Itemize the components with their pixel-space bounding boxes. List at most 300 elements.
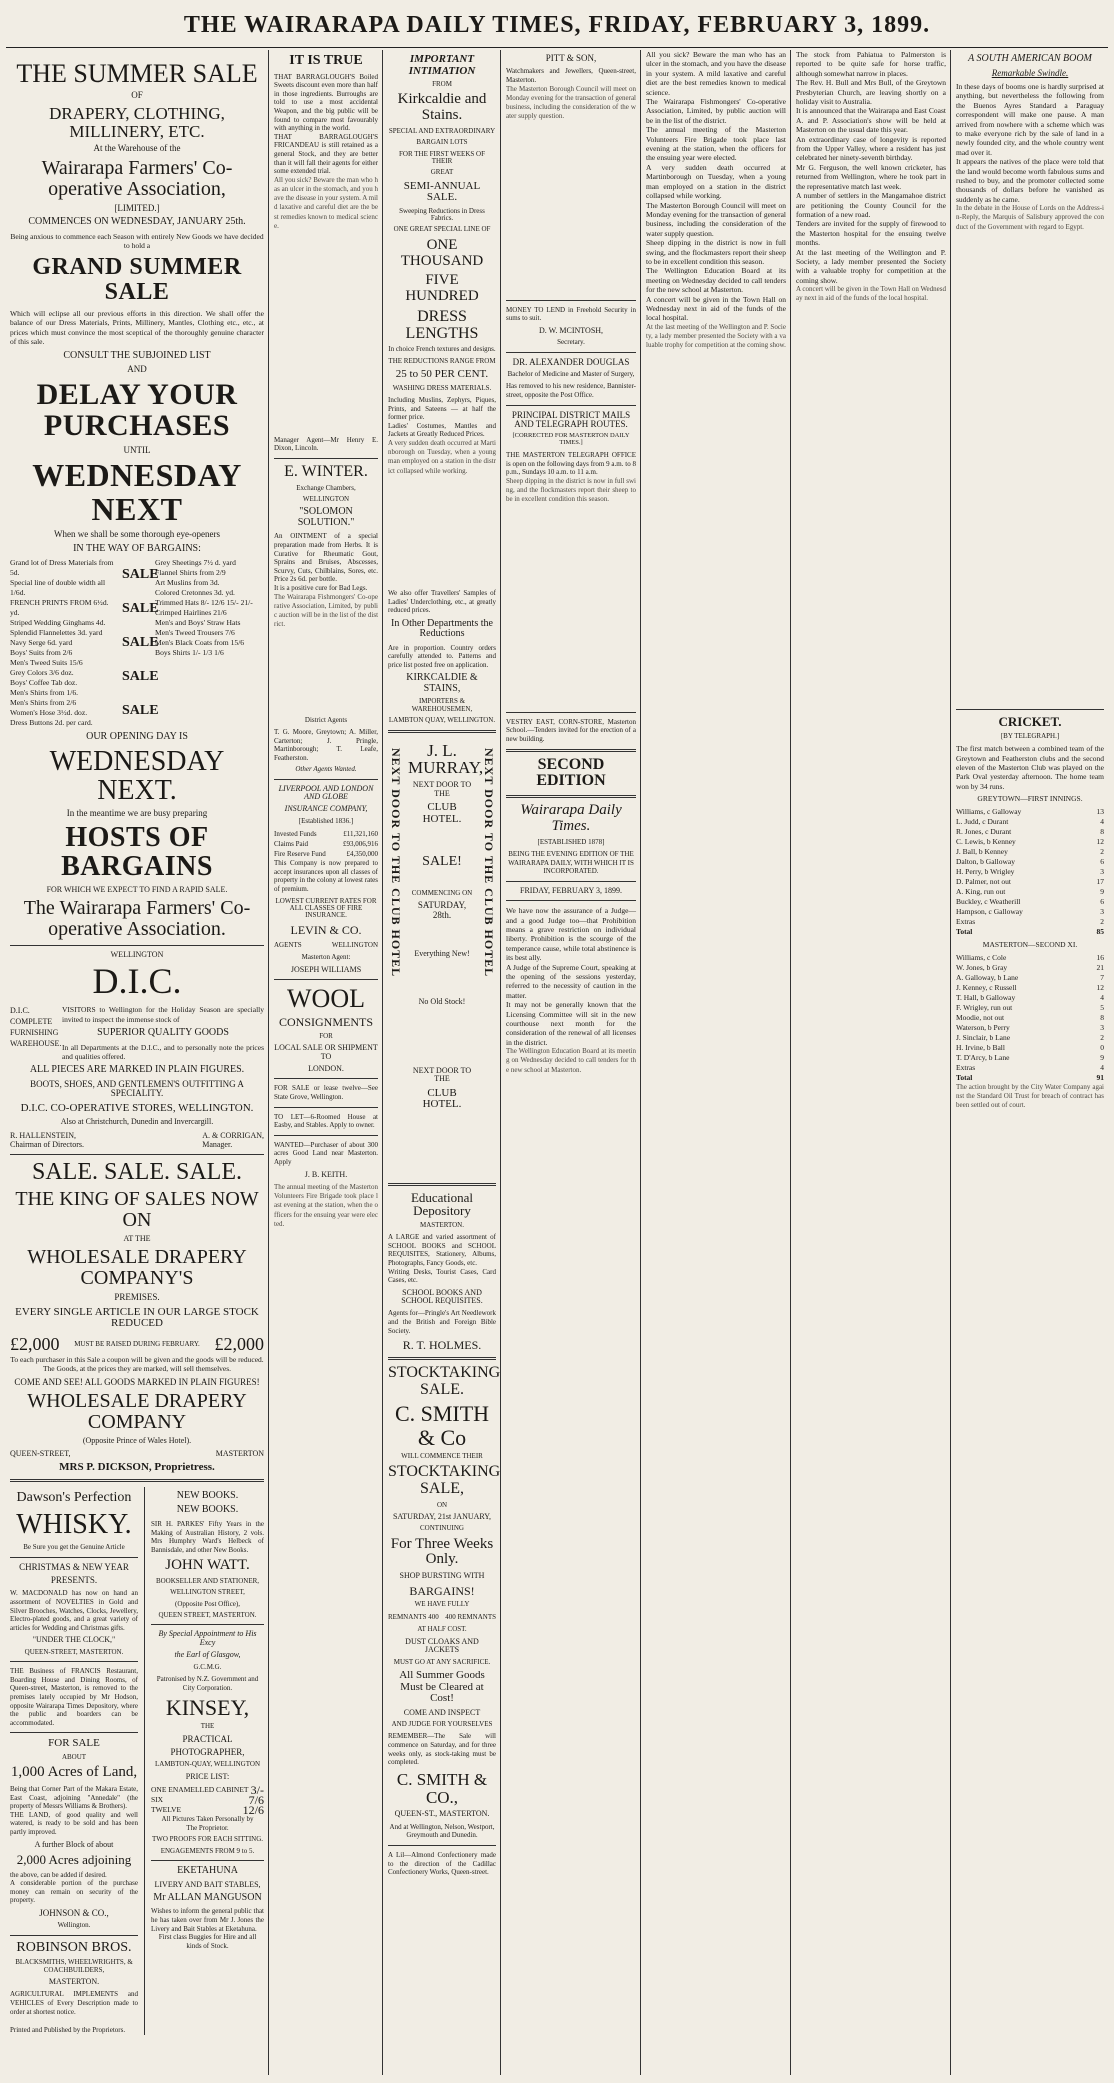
scorecard-row	[956, 827, 1104, 837]
ad-text: Other Agents Wanted.	[295, 765, 357, 774]
scorecard-row	[956, 973, 1104, 983]
ad-separator	[274, 779, 378, 780]
ad-heading: 1,000 Acres of Land,	[10, 1764, 138, 1781]
ad-text: T. G. Moore, Greytown; A. Miller, Carterton; J. Pringle, Martinborough; T. Leafe, Featherston.	[274, 727, 378, 762]
ad-text: AGENTS	[274, 941, 302, 950]
ad-text: OUR OPENING DAY IS	[86, 731, 188, 743]
ad-heading: CLUB HOTEL.	[422, 800, 462, 825]
ad-separator	[388, 730, 496, 733]
ad-text: Also at Christchurch, Dunedin and Invercargill.	[60, 1117, 214, 1127]
column-1	[6, 50, 268, 2075]
body-text-block: The Wellington Education Board at its meeting on Wednesday decided to call tenders for the new school at Masterton.	[506, 1047, 636, 1074]
ad-heading: DRAPERY, CLOTHING, MILLINERY, ETC.	[49, 103, 225, 141]
ad-text: SATURDAY, 28th.	[417, 900, 467, 920]
ad-separator	[274, 1107, 378, 1108]
batsman: Williams, c Cole	[956, 952, 1007, 962]
column-divider	[500, 50, 501, 2075]
ad-text: A considerable portion of the purchase money can remain on security of the property.	[10, 1879, 138, 1905]
ad-text: (Opposite Prince of Wales Hotel).	[82, 1435, 192, 1445]
ad-heading: LIVERPOOL AND LONDON AND GLOBE	[278, 783, 374, 802]
news-paragraph: Mr G. Ferguson, the well known cricketer, has returned from Wellington, where he took part in the representative match last week.	[796, 162, 946, 191]
bargain-item: Boys Shirts 1/- 1/3 1/6	[155, 648, 224, 658]
news-paragraph: The Wellington Education Board at its meeting on Wednesday decided to call tenders for the new school at Masterton.	[646, 266, 786, 295]
bargain-item: Art Muslins from 3d.	[155, 578, 220, 588]
column-3	[384, 50, 500, 2075]
section-heading: SECOND EDITION	[536, 755, 606, 790]
bargain-list-left	[10, 558, 119, 728]
ad-text: MASTERTON.	[48, 1977, 100, 1987]
news-paragraph: At the last meeting of the Wellington and P. Society, a lady member presented the Society with a valuable trophy for competition at the coming show.	[796, 247, 946, 285]
bargain-item: Men's Tweed Trousers 7/6	[155, 628, 235, 638]
dic-body	[10, 1005, 264, 1061]
batsman: A. Galloway, b Lane	[956, 972, 1019, 982]
scorecard	[956, 807, 1104, 927]
ad-heading: FOR SALE	[48, 1737, 100, 1750]
bargain-item: Men's Shirts from 2/6	[10, 698, 77, 708]
ad-separator	[10, 1479, 264, 1482]
ad-text: DUST CLOAKS AND JACKETS	[405, 1636, 479, 1655]
ad-heading: All Summer Goods Must be Cleared at Cost!	[399, 1668, 485, 1705]
runs: 13	[1096, 807, 1104, 817]
runs: 9	[1100, 1052, 1104, 1062]
lower-ads-right	[151, 1487, 264, 2035]
ad-text: TO LET—6-Roomed House at Easby, and Stables. Apply to owner.	[274, 1112, 378, 1130]
sale-badges	[122, 558, 159, 728]
article-subheading: Remarkable Swindle.	[991, 67, 1069, 78]
news-paragraph: Sheep dipping in the district is now in full swing, and the flockmasters report their sheep to be in excellent condition this season.	[646, 238, 786, 266]
scorecard-row	[956, 887, 1104, 897]
column-divider	[790, 50, 791, 2075]
scorecard-row	[956, 917, 1104, 927]
ad-text: THE LAND, of good quality and well watered, is ready to be sold and has been partly improved.	[10, 1810, 138, 1836]
scorecard-row	[956, 857, 1104, 867]
body-text-block: The action brought by the City Water Company against the Standard Oil Trust for breach of contract has been settled out of court.	[956, 1082, 1104, 1110]
ad-separator	[10, 945, 264, 946]
batsman: J. Ball, b Kenney	[956, 847, 1008, 857]
ad-text: District Agents	[304, 715, 348, 724]
ad-text: A Lil—Almond Confectionery made to the direction of the Cadillac Confectionery Works, Queen-street.	[388, 1850, 496, 1877]
ad-text: W. MACDONALD has now on hand an assortment of NOVELTIES in Gold and Silver Brooches, Watches, Clocks, Jewellery, Electro-plated goods, and a great variety of articles for Wedding and Christmas gifts.	[10, 1589, 138, 1632]
ad-heading: R. T. HOLMES.	[402, 1338, 482, 1353]
ad-text: GREAT	[430, 168, 454, 177]
ad-text: FURNISHING	[10, 1028, 59, 1038]
bargain-item: Crimped Hairlines 21/6	[155, 608, 227, 618]
scorecard-row	[956, 993, 1104, 1003]
batsman: F. Wrigley, run out	[956, 1002, 1013, 1012]
ad-heading: KINSEY,	[165, 1695, 250, 1721]
ad-text: ON	[436, 1500, 448, 1509]
sale-badge: SALE	[122, 635, 159, 651]
batsman: A. King, run out	[956, 887, 1006, 897]
body-text-block: The Wairarapa Fishmongers' Co-operative Association, Limited, by public auction will be in the list of the district.	[274, 592, 378, 629]
paper-nameplate: Wairarapa Daily Times.	[520, 802, 622, 834]
ad-text: Being that Corner Part of the Makara Estate, East Coast, adjoining "Annedale" (the property of Messrs Williams & Brothers).	[10, 1784, 138, 1811]
ad-text: "UNDER THE CLOCK,"	[32, 1635, 116, 1645]
ad-heading: In Other Departments the Reductions	[391, 617, 493, 640]
scorecard-row	[956, 1053, 1104, 1063]
ad-heading: ROBINSON BROS.	[16, 1939, 132, 1955]
ad-heading: C. SMITH & Co	[394, 1401, 490, 1450]
ad-heading: KIRKCALDIE & STAINS,	[406, 672, 478, 694]
ad-separator	[506, 405, 636, 406]
ad-text: D. W. MCINTOSH,	[538, 325, 604, 335]
bargain-item: Men's Shirts from 1/6.	[10, 688, 79, 698]
ad-heading: Kirkcaldie and Stains.	[397, 91, 487, 124]
ad-text: BOOKSELLER AND STATIONER,	[155, 1577, 260, 1586]
total-label: Total	[956, 927, 973, 937]
ad-text: Watchmakers and Jewellers, Queen-street, Masterton.	[506, 67, 636, 85]
runs: 8	[1100, 827, 1104, 837]
editorial-text: It may not be generally known that the Licensing Committee will sit in the new courthouse next month for the consideration of the renewal of all licenses in the district.	[506, 1000, 636, 1047]
bargain-item: Flannel Shirts from 2/9	[155, 568, 226, 578]
ad-text: BLACKSMITHS, WHEELWRIGHTS, & COACHBUILDERS,	[15, 1958, 133, 1974]
bargain-item: Men's Black Coats from 15/6	[155, 638, 245, 648]
bargain-item: Grey Colors 3/6 doz.	[10, 668, 74, 678]
sale-badge: SALE	[122, 703, 159, 719]
ad-text: CONSULT THE SUBJOINED LIST	[63, 349, 211, 361]
runs: 4	[1100, 1062, 1104, 1072]
price-label: SIX	[151, 1795, 164, 1805]
ins-label: Fire Reserve Fund	[274, 850, 326, 859]
ad-separator	[956, 709, 1104, 710]
batsman: Buckley, c Weatherill	[956, 897, 1021, 907]
ad-heading: WHISKY.	[16, 1508, 132, 1540]
ad-heading: Mr ALLAN MANGUSON	[153, 1891, 262, 1903]
dic-signatures	[10, 1131, 264, 1149]
ad-text: (Opposite Post Office),	[175, 1599, 240, 1608]
total-value: 85	[1096, 927, 1104, 937]
bargain-item: Dress Buttons 2d. per card.	[10, 718, 93, 728]
ad-text: WE HAVE FULLY	[414, 1600, 470, 1609]
column-divider	[950, 50, 951, 2075]
ad-text: In choice French textures and designs.	[388, 345, 496, 354]
ad-separator	[10, 1661, 138, 1662]
article-heading: CRICKET.	[998, 714, 1062, 730]
price-value: 12/6	[242, 1803, 264, 1818]
bargain-item: Men's Tweed Suits 15/6	[10, 658, 83, 668]
ad-separator	[274, 1135, 378, 1136]
runs: 8	[1100, 1012, 1104, 1022]
ad-text: the above, can be added if desired.	[10, 1870, 107, 1879]
runs: 6	[1100, 897, 1104, 907]
news-paragraph: A number of settlers in the Mangamahoe district are petitioning the County Council for the formation of a new road.	[796, 191, 946, 219]
ad-separator	[388, 1183, 496, 1186]
ad-text: VESTRY EAST, CORN-STORE, Masterton School.—Tenders invited for the erection of a new building.	[506, 717, 636, 743]
ad-heading: DRESS LENGTHS	[405, 307, 479, 342]
news-paragraph: Tenders are invited for the supply of firewood to the Masterton hospital for the ensuing twelve months.	[796, 219, 946, 248]
ad-heading: NEW BOOKS.	[176, 1504, 239, 1516]
news-paragraph: The stock from Pahiatua to Palmerston is reported to be quite safe for horse traffic, although somewhat narrow in places.	[796, 50, 946, 78]
ad-text: [BY TELEGRAPH.]	[1000, 731, 1060, 740]
ad-text: No Old Stock!	[418, 997, 466, 1007]
column-divider	[640, 50, 641, 2075]
ad-heading: IT IS TRUE	[289, 53, 363, 68]
bargain-item: Men's and Boys' Straw Hats	[155, 618, 241, 628]
ad-text: THAT BARRAGLOUGH'S Boiled Sweets discount even more than half in those ingredients. Burroughs are told to use a most accidental Weapon, and the big public will be found to compare most favourably with anything in the world.	[274, 72, 378, 133]
ad-text: SHOP BURSTING WITH	[399, 1571, 485, 1581]
runs: 3	[1100, 907, 1104, 917]
ad-text: ENGAGEMENTS FROM 9 to 5.	[160, 1846, 255, 1855]
runs: 9	[1100, 887, 1104, 897]
ad-text: The Proprietor.	[186, 1823, 229, 1832]
runs: 2	[1100, 1032, 1104, 1042]
ad-text: Everything New!	[414, 948, 470, 958]
lower-ads-left	[10, 1487, 138, 2035]
ad-text: SCHOOL BOOKS AND SCHOOL REQUISITES.	[401, 1287, 483, 1306]
ad-heading: WOOL	[287, 983, 365, 1013]
publisher-note: Printed and Published by the Proprietors.	[10, 2026, 126, 2035]
amount: £2,000	[10, 1333, 60, 1354]
ad-text: WELLINGTON	[302, 495, 350, 504]
body-text-block: The annual meeting of the Masterton Volunteers Fire Brigade took place last evening at the station, when the officers for the ensuing year were elected.	[274, 1182, 378, 1228]
scorecard-row	[956, 877, 1104, 887]
lower-ads	[10, 1487, 264, 2035]
ad-text: COMMENCES ON WEDNESDAY, JANUARY 25th.	[28, 216, 246, 228]
ad-text: WELLINGTON	[331, 941, 378, 950]
ad-text: THE REDUCTIONS RANGE FROM	[388, 356, 496, 365]
ad-text: MRS P. DICKSON, Proprietress.	[59, 1461, 215, 1474]
ad-row	[274, 940, 378, 950]
remnants-row	[388, 1612, 496, 1622]
ad-text: In all Departments at the D.I.C., and to personally note the prices and qualities offered.	[62, 1042, 264, 1061]
batsman: T. Hall, b Galloway	[956, 992, 1016, 1002]
ad-text: Wellington.	[57, 1921, 91, 1930]
ad-text: COMPLETE	[10, 1017, 53, 1027]
ins-value: £11,321,160	[343, 830, 378, 839]
ad-separator	[10, 1732, 138, 1733]
runs: 21	[1096, 962, 1104, 972]
ad-text: SPECIAL AND EXTRAORDINARY	[388, 126, 496, 135]
murray-ad-body	[408, 738, 484, 1115]
ad-text: Are in proportion. Country orders carefully attended to. Patterns and price list posted free on application.	[388, 643, 496, 669]
ad-text: AGRICULTURAL IMPLEMENTS and VEHICLES of Every Description made to order at shortest notice.	[10, 1990, 138, 2016]
ad-text: NEXT DOOR TO THE	[412, 1065, 472, 1084]
ad-heading: Educational Depository	[410, 1189, 474, 1219]
ins-label: Claims Paid	[274, 840, 309, 849]
address-row	[10, 1449, 264, 1458]
news-paragraph: It is announced that the Wairarapa and East Coast A. and P. Association's show will be held at Masterton on the usual date this year.	[796, 106, 946, 135]
ad-heading: C. SMITH & CO.,	[396, 1769, 488, 1807]
ad-text: LOWEST CURRENT RATES FOR ALL CLASSES OF FIRE INSURANCE.	[275, 896, 377, 920]
dic-right	[62, 1005, 264, 1061]
ad-text: PRICE LIST:	[185, 1771, 230, 1781]
ad-heading: WHOLESALE DRAPERY COMPANY'S	[27, 1246, 247, 1290]
ad-heading: SALE!	[422, 854, 462, 870]
ad-heading: CONSIGNMENTS	[278, 1015, 373, 1030]
ad-text: PHOTOGRAPHER,	[170, 1747, 245, 1757]
ad-text: Exchange Chambers,	[296, 483, 356, 492]
ad-text: CONTINUING	[420, 1524, 464, 1533]
column-divider	[268, 50, 269, 2075]
masthead	[0, 12, 1114, 50]
ad-text: FOR SALE or lease twelve—See State Grove, Wellington.	[274, 1084, 378, 1101]
ad-heading: SEMI-ANNUAL SALE.	[403, 179, 481, 204]
runs: 6	[1100, 857, 1104, 867]
ad-heading: Wairarapa Farmers' Co-operative Association,	[41, 156, 233, 200]
bargain-item: Trimmed Hats 8/- 12/6 15/- 21/-	[155, 598, 253, 608]
ad-heading: 2,000 Acres adjoining	[16, 1851, 132, 1867]
ad-heading: NEW BOOKS.	[176, 1489, 239, 1501]
news-paragraph: The Wairarapa Fishmongers' Co-operative Association, Limited, by public auction will be in the list of the district.	[646, 97, 786, 125]
bargain-list-right	[155, 558, 264, 728]
ad-text: Manager Agent—Mr Henry E. Dixon, Lincoln.	[274, 435, 378, 453]
ad-text: OF	[131, 90, 143, 101]
body-text-block: The Masterton Borough Council will meet on Monday evening for the transaction of general business, including the consideration of the water supply question.	[506, 84, 636, 121]
news-paragraph: A concert will be given in the Town Hall on Wednesday next in aid of the funds of the local hospital.	[646, 294, 786, 323]
ad-separator	[506, 749, 636, 752]
ad-heading: INSURANCE COMPANY,	[284, 804, 368, 814]
runs: 12	[1096, 837, 1104, 847]
runs: 16	[1096, 952, 1104, 962]
ad-separator	[506, 352, 636, 353]
ad-heading: "SOLOMON SOLUTION."	[297, 506, 355, 528]
ad-separator	[388, 1845, 496, 1846]
ad-text: Wishes to inform the general public that he has taken over from Mr J. Jones the Livery and Bait Stables at Eketahuna.	[151, 1907, 264, 1933]
ad-heading: CLUB HOTEL.	[422, 1086, 462, 1111]
ad-text: Agents for—Pringle's Art Needlework and the British and Foreign Bible Society.	[388, 1309, 496, 1335]
scorecard	[956, 953, 1104, 1073]
ad-text: LIVERY AND BAIT STABLES,	[154, 1879, 261, 1889]
bargain-item: Splendid Flannelettes 3d. yard	[10, 628, 103, 638]
news-paragraph: All you sick? Beware the man who has an ulcer in the stomach, and you have the disease in your system. A mild laxative and careful diet are the best remedies known to medical science.	[646, 50, 786, 97]
ad-text: We also offer Travellers' Samples of Ladies' Underclothing, etc., at greatly reduced prices.	[388, 588, 496, 615]
signature-name: A. & CORRIGAN,	[202, 1130, 264, 1140]
scorecard-row	[956, 1023, 1104, 1033]
ad-text: REMEMBER—The Sale will commence on Saturday, and for three weeks only, as stock-taking must be completed.	[388, 1732, 496, 1767]
dateline: FRIDAY, FEBRUARY 3, 1899.	[520, 885, 622, 895]
column-6	[792, 50, 950, 2075]
ins-value: £93,006,916	[343, 840, 378, 849]
ad-text: WAREHOUSE.	[10, 1039, 62, 1049]
price-label: TWELVE	[151, 1805, 182, 1815]
ad-heading: FIVE HUNDRED	[405, 272, 479, 305]
scorecard-row	[956, 963, 1104, 973]
ad-text: Masterton Agent:	[301, 953, 351, 962]
ad-text: At the Warehouse of the	[93, 143, 181, 154]
batsman: W. Jones, b Gray	[956, 962, 1008, 972]
signature	[10, 1131, 84, 1149]
ad-text: [LIMITED.]	[114, 202, 160, 213]
ad-text: FROM	[432, 80, 452, 89]
signature-role: Manager.	[202, 1139, 233, 1149]
batsman: H. Perry, b Wrigley	[956, 867, 1015, 877]
ad-text: A LARGE and varied assortment of SCHOOL BOOKS and SCHOOL REQUISITES, Stationery, Albums, Photographs, Fancy Goods, etc.	[388, 1233, 496, 1267]
summer-sale-ad	[10, 60, 264, 940]
column-5	[642, 50, 790, 2075]
scorecard-row	[956, 1063, 1104, 1073]
ad-text: FOR	[319, 1031, 333, 1040]
ad-text: THE MASTERTON TELEGRAPH OFFICE is open on the following days from 9 a.m. to 8 p.m., Sundays 10 a.m. to 11 a.m.	[506, 451, 636, 477]
ad-heading: DR. ALEXANDER DOUGLAS	[512, 356, 630, 367]
ad-text: AND JUDGE FOR YOURSELVES	[391, 1719, 493, 1728]
body-text-block: All you sick? Beware the man who has an ulcer in the stomach, and you have the disease in your system. A mild laxative and careful diet are the best remedies known to medical science.	[274, 175, 378, 230]
ad-text: Patronised by N.Z. Government and City Corporation.	[156, 1674, 259, 1692]
ad-heading: E. WINTER.	[284, 463, 368, 480]
ins-label: Invested Funds	[274, 830, 317, 839]
scorecard-row	[956, 837, 1104, 847]
ad-text: AT HALF COST.	[417, 1625, 467, 1634]
ad-text: MASTERTON	[215, 1449, 264, 1459]
ad-heading: WEDNESDAY NEXT	[32, 456, 242, 527]
ad-separator	[274, 1078, 378, 1079]
ad-text: ONE GREAT SPECIAL LINE OF	[393, 225, 491, 234]
ad-heading: THE SUMMER SALE	[16, 59, 258, 88]
ad-text: COME AND INSPECT	[403, 1707, 481, 1717]
article-heading: A SOUTH AMERICAN BOOM	[968, 53, 1092, 64]
batsman: Moodie, not out	[956, 1012, 1005, 1022]
ad-text: WILL COMMENCE THEIR	[401, 1451, 483, 1460]
scorecard-row	[956, 1003, 1104, 1013]
ad-heading: J. L. MURRAY,	[408, 740, 484, 778]
scorecard-row	[956, 867, 1104, 877]
bargain-item: Boys' Suits from 2/6	[10, 648, 73, 658]
ad-text: By Special Appointment to His Excy	[158, 1629, 257, 1647]
bargain-item: FRENCH PRINTS FROM 6½d. yd.	[10, 598, 109, 618]
dic-left	[10, 1005, 62, 1061]
sale-badge: SALE	[122, 669, 159, 685]
price-row	[151, 1803, 264, 1818]
ins-value: £4,350,000	[346, 850, 378, 859]
ad-text: [CORRECTED FOR MASTERTON DAILY TIMES.]	[512, 432, 630, 447]
bargain-list	[10, 558, 264, 728]
article-text: The first match between a combined team of the Greytown and Featherston clubs and the second eleven of the Masterton Club was played on the Park Oval yesterday afternoon. The home team won by 34 runs.	[956, 744, 1104, 791]
ad-heading: D.I.C.	[92, 961, 182, 1002]
batsman: Dalton, b Galloway	[956, 857, 1015, 867]
ad-text: When we shall be some thorough eye-openers	[54, 529, 220, 540]
runs: 0	[1100, 1042, 1104, 1052]
wholesale-drapery-ad	[10, 1160, 264, 1474]
ad-text: PREMISES.	[114, 1292, 160, 1303]
scorecard-row	[956, 847, 1104, 857]
murray-ad	[388, 738, 496, 1178]
ad-text: It is a positive cure for Bad Legs.	[274, 584, 368, 593]
ad-separator	[10, 1154, 264, 1155]
total-value: 91	[1096, 1072, 1104, 1082]
batsman: Extras	[956, 1062, 976, 1072]
scorecard-row	[956, 897, 1104, 907]
ad-text: JOHNSON & CO.,	[39, 1907, 109, 1918]
masthead-rule	[6, 47, 1108, 48]
ad-text: WELLINGTON STREET,	[170, 1588, 245, 1597]
bargain-item: Colored Cretonnes 3d. yd.	[155, 588, 235, 598]
ad-separator	[506, 712, 636, 713]
column-divider	[382, 50, 383, 2075]
ad-text: BOOTS, SHOES, AND GENTLEMEN'S OUTFITTING A SPECIALITY.	[30, 1078, 244, 1099]
ad-text: A further Block of about	[34, 1839, 114, 1849]
ad-heading: BARGAINS!	[409, 1583, 475, 1598]
ad-separator	[274, 979, 378, 980]
batsman: D. Palmer, not out	[956, 877, 1011, 887]
vertical-banner: NEXT DOOR TO THE CLUB HOTEL	[389, 747, 403, 977]
ad-text: Writing Desks, Tourist Cases, Card Cases, etc.	[388, 1267, 496, 1285]
ad-heading: ONE THOUSAND	[400, 236, 484, 269]
ad-separator	[506, 795, 636, 798]
ad-text: AT THE	[123, 1233, 151, 1243]
ad-heading: WEDNESDAY NEXT.	[49, 745, 225, 806]
body-text-block: At the last meeting of the Wellington and P. Society, a lady member presented the Society with a valuable trophy for competition at the coming show.	[646, 322, 786, 350]
ad-text: LAMBTON QUAY, WELLINGTON.	[388, 716, 496, 725]
ad-heading: 25 to 50 PER CENT.	[395, 368, 489, 381]
ad-heading: PRINCIPAL DISTRICT MAILS AND TELEGRAPH ROUTES.	[511, 409, 631, 429]
ad-text: J. B. KEITH.	[304, 1169, 348, 1179]
column-2	[270, 50, 382, 2075]
ad-text: CHRISTMAS & NEW YEAR	[19, 1561, 129, 1572]
price-value: 7/6	[248, 1793, 264, 1808]
ad-heading: LEVIN & CO.	[290, 922, 362, 937]
ad-text: QUEEN-ST., MASTERTON.	[394, 1809, 490, 1819]
runs: 2	[1100, 917, 1104, 927]
runs: 17	[1096, 877, 1104, 887]
